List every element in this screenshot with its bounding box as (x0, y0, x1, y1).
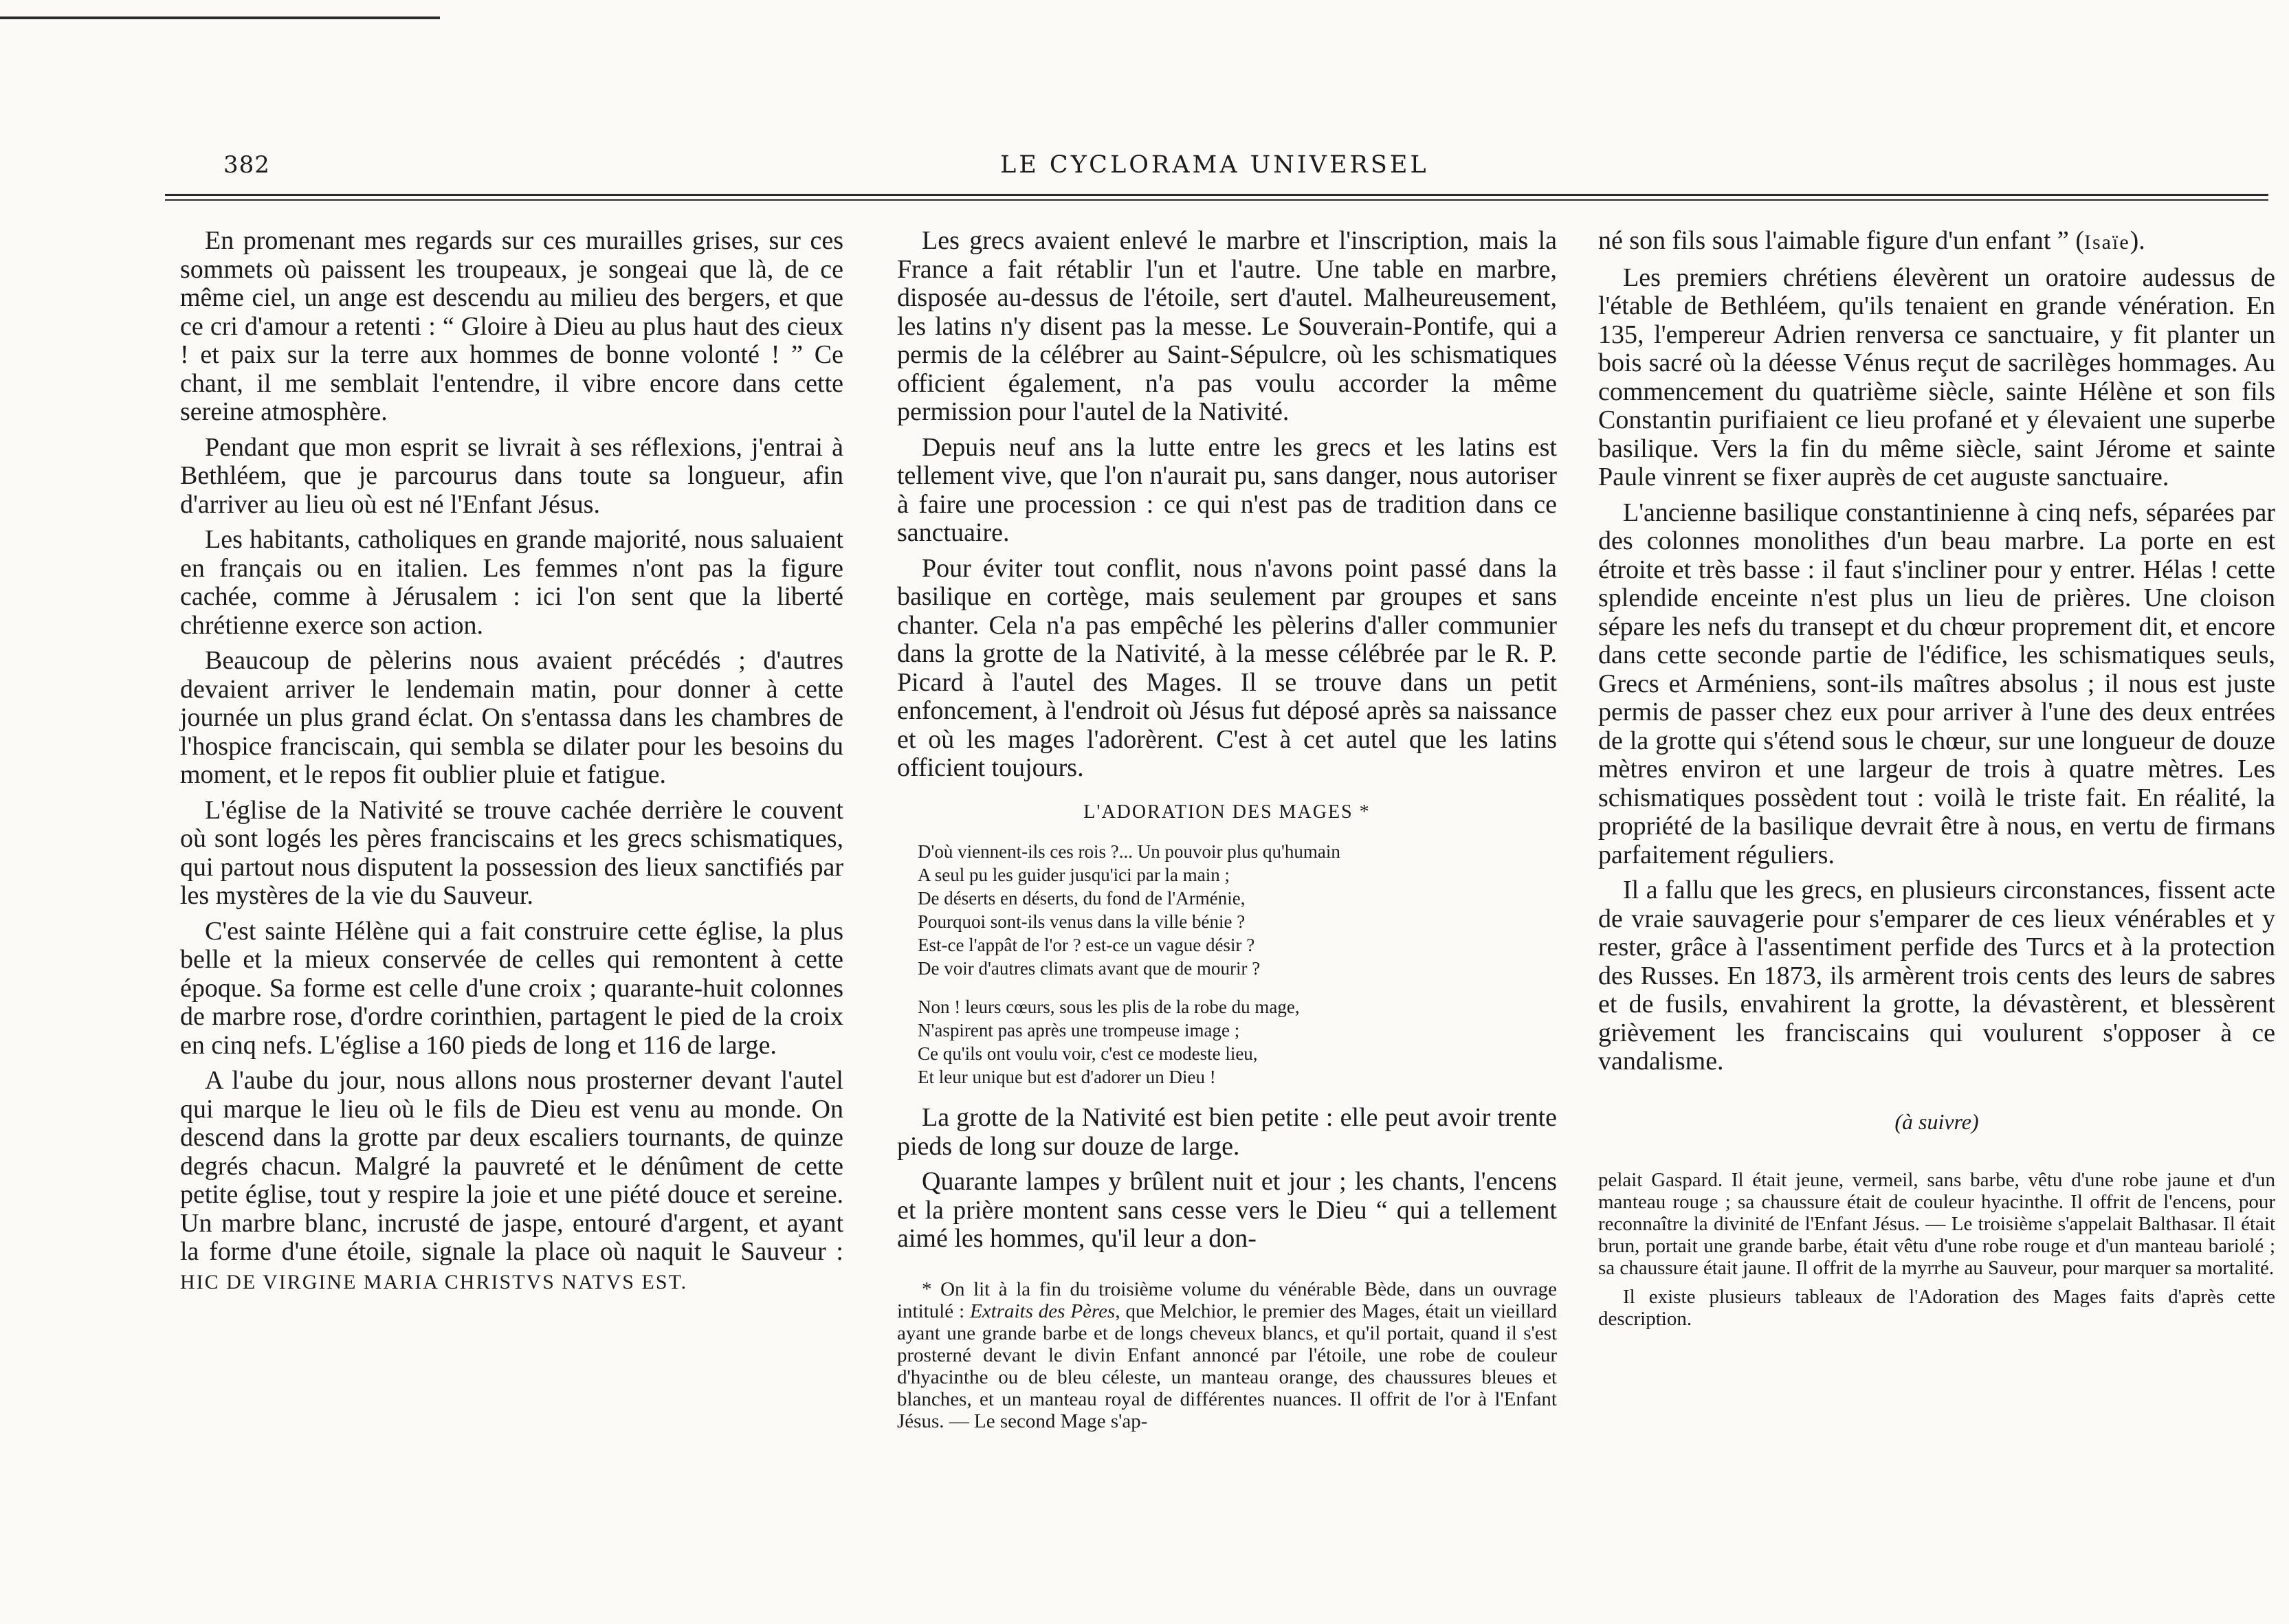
paragraph-text: A l'aube du jour, nous allons nous prosterner devant l'autel qui marque le lieu où le fils de Dieu est venu au monde. On descend dans la grotte par deux escaliers tournants, de quinze degrés chacun. Malgré la pauvreté et le dénûment de cette petite église, tout y respire la joie et une piété douce et sereine. Un marbre blanc, incrusté de jaspe, entouré d'argent, et ayant la forme d'une étoile, signale la place où naquit le Sauveur : (180, 1066, 843, 1266)
poem-title: L'ADORATION DES MAGES * (1083, 801, 1371, 823)
poem-line: Est-ce l'appât de l'or ? est-ce un vague désir ? (918, 935, 1255, 955)
poem-line: D'où viennent-ils ces rois ?... Un pouvoir plus qu'humain (918, 841, 1340, 862)
top-rule (0, 16, 440, 19)
paragraph: Beaucoup de pèlerins nous avaient précédés ; d'autres devaient arriver le lendemain matin, pour donner à cette journée un plus grand éclat. On s'entassa dans les chambres de l'hospice franciscain, qui sembla se dilater pour les besoins du moment, et le repos fit oublier pluie et fatigue. (180, 646, 843, 789)
poem-line: Non ! leurs cœurs, sous les plis de la robe du mage, (918, 997, 1300, 1017)
header-rule-thin (165, 199, 2268, 201)
column-right (1598, 227, 2275, 1337)
paragraph (1598, 227, 2275, 257)
paragraph: Les grecs avaient enlevé le marbre et l'inscription, mais la France a fait rétablir l'un et l'autre. Une table en marbre, disposée au-dessus de l'étoile, sert d'autel. Malheureusement, les latins n'y disent pas la messe. Le Souverain-Pontife, qui a permis de la célébrer au Saint-Sépulcre, où les schismatiques officient également, n'a pas voulu accorder la même permission pour l'autel de la Nativité. (897, 226, 1557, 426)
running-title: LE CYCLORAMA UNIVERSEL (1000, 151, 1429, 179)
poem-line: Ce qu'ils ont voulu voir, c'est ce modeste lieu, (918, 1043, 1258, 1064)
paragraph: Quarante lampes y brûlent nuit et jour ; les chants, l'encens et la prière montent sans cesse vers le Dieu “ qui a tellement aimé les hommes, qu'il leur a don- (897, 1167, 1557, 1253)
inscription: HIC DE VIRGINE MARIA CHRISTVS NATVS EST. (180, 1270, 688, 1293)
poem (918, 840, 1557, 1089)
paragraph: Pour éviter tout conflit, nous n'avons point passé dans la basilique en cortège, mais seulement par groupes et sans chanter. Cela n'a pas empêché les pèlerins d'aller communier dans la grotte de la Nativité, à la messe célébrée par le R. P. Picard à l'autel des Mages. Il se trouve dans un petit enfoncement, à l'endroit où Jésus fut déposé après sa naissance et où les mages l'adorèrent. C'est à cet autel que les latins officient toujours. (897, 553, 1557, 782)
paragraph: L'église de la Nativité se trouve cachée derrière le couvent où sont logés les pères franciscains et les grecs schismatiques, qui partout nous disputent la possession des lieux sanctifiés par les mystères de la vie du Sauveur. (180, 795, 843, 910)
column-left (180, 227, 843, 1303)
paragraph: Il a fallu que les grecs, en plusieurs circonstances, fissent acte de vraie sauvagerie pour s'emparer de ces lieux vénérables et y rester, grâce à l'assentiment perfide des Turcs et à la protection des Russes. En 1873, ils armèrent trois cents des leurs de sabres et de fusils, envahirent la grotte, la dévastèrent, et blessèrent grièvement les franciscains qui voulurent s'opposer à ce vandalisme. (1598, 876, 2275, 1076)
poem-line: Et leur unique but est d'adorer un Dieu ! (918, 1067, 1216, 1087)
poem-stanza (918, 840, 1557, 980)
paragraph: Les habitants, catholiques en grande majorité, nous saluaient en français ou en italien. Les femmes n'ont pas la figure cachée, comme à Jérusalem : ici l'on sent que la liberté chrétienne exerce son action. (180, 525, 843, 640)
footnote-last: Il existe plusieurs tableaux de l'Adoration des Mages faits d'après cette description. (1598, 1286, 2275, 1330)
footnote-text: , que Melchior, le premier des Mages, était un vieillard ayant une grande barbe et de longs cheveux blancs, et qu'il portait, quand il s'est prosterné devant le divin Enfant annoncé par l'étoile, une robe de couleur d'hyacinthe ou de bleu céleste, un manteau orange, des chaussures bleues et blanches, et un manteau royal de différentes nuances. Il offrit de l'or à l'Enfant Jésus. — Le second Mage s'ap- (897, 1300, 1557, 1432)
to-be-continued: (à suivre) (1894, 1109, 1979, 1134)
column-middle (897, 227, 1557, 1439)
page-number: 382 (223, 151, 270, 179)
paragraph: En promenant mes regards sur ces murailles grises, sur ces sommets où paissent les troupeaux, je songeai que là, de ce même ciel, un ange est descendu au milieu des bergers, et que ce cri d'amour a retenti : “ Gloire à Dieu au plus haut des cieux ! et paix sur la terre aux hommes de bonne volonté ! ” Ce chant, il me semblait l'entendre, il vibre encore dans cette sereine atmosphère. (180, 226, 843, 426)
paragraph: Les premiers chrétiens élevèrent un oratoire audessus de l'étable de Bethléem, qu'ils tenaient en grande vénération. En 135, l'empereur Adrien renversa ce sanctuaire, y fit planter un bois sacré où la déesse Vénus reçut de sacrilèges hommages. Au commencement du quatrième siècle, sainte Hélène et son fils Constantin purifiaient ce lieu profané et y élevaient une superbe basilique. Vers la fin du même siècle, saint Jérome et sainte Paule vinrent se fixer auprès de cet auguste sanctuaire. (1598, 263, 2275, 491)
poem-stanza (918, 995, 1557, 1089)
footnote-book-title: Extraits des Pères (970, 1300, 1116, 1322)
paragraph: C'est sainte Hélène qui a fait construire cette église, la plus belle et la mieux conservée de celles qui remontent à cette époque. Sa forme est celle d'une croix ; quarante-huit colonnes de marbre rose, d'ordre corinthien, partagent le pied de la croix en cinq nefs. L'église a 160 pieds de long et 116 de large. (180, 916, 843, 1060)
header-rule-thick (165, 194, 2268, 196)
paragraph (180, 1067, 843, 1296)
author-name: Isaïe (2084, 231, 2130, 254)
paragraph-text: ). (2130, 226, 2145, 255)
footnote-text: * On lit à la fin du troisième volume du vénérable Bède, dans un ouvrage intitulé : (897, 1278, 1557, 1322)
poem-line: A seul pu les guider jusqu'ici par la main ; (918, 865, 1230, 885)
poem-line: De voir d'autres climats avant que de mourir ? (918, 958, 1261, 979)
paragraph: Pendant que mon esprit se livrait à ses réflexions, j'entrai à Bethléem, que je parcourus dans toute sa longueur, afin d'arriver au lieu où est né l'Enfant Jésus. (180, 432, 843, 519)
paragraph: La grotte de la Nativité est bien petite : elle peut avoir trente pieds de long sur douze de large. (897, 1103, 1557, 1161)
poem-line: N'aspirent pas après une trompeuse image ; (918, 1020, 1240, 1041)
paragraph: Depuis neuf ans la lutte entre les grecs et les latins est tellement vive, que l'on n'aurait pu, sans danger, nous autoriser à faire une procession : ce qui n'est pas de tradition dans ce sanctuaire. (897, 432, 1557, 547)
footnote-continued: pelait Gaspard. Il était jeune, vermeil, sans barbe, vêtu d'une robe jaune et d'un manteau rouge ; sa chaussure était de couleur hyacinthe. Il offrit de l'encens, pour reconnaître la divinité de l'Enfant Jésus. — Le troisième s'appelait Balthasar. Il était brun, portait une grande barbe, était vêtu d'une robe rouge et d'un manteau bariolé ; sa chaussure était jaune. Il offrit de la myrrhe au Sauveur, pour marquer sa mortalité. (1598, 1169, 2275, 1279)
poem-line: Pourquoi sont-ils venus dans la ville bénie ? (918, 911, 1246, 932)
paragraph-text: né son fils sous l'aimable figure d'un enfant ” ( (1598, 226, 2085, 255)
footnote (897, 1278, 1557, 1432)
paragraph: L'ancienne basilique constantinienne à cinq nefs, séparées par des colonnes monolithes d'un beau marbre. La porte en est étroite et très basse : il faut s'incliner pour y entrer. Hélas ! cette splendide enceinte n'est plus un lieu de prières. Une cloison sépare les nefs du transept et du chœur proprement dit, et encore dans cette seconde partie de l'édifice, les schismatiques seuls, Grecs et Arméniens, sont-ils maîtres absolus ; il nous est juste permis de passer chez eux pour arriver à l'une des deux entrées de la grotte qui s'étend sous le chœur, sur une longueur de douze mètres environ et une largeur de trois à quatre mètres. Les schismatiques possèdent tout : voilà le triste fait. En réalité, la propriété de la basilique devrait être à nous, en vertu de firmans parfaitement réguliers. (1598, 498, 2275, 869)
footnote-gap (897, 1260, 1557, 1278)
poem-line: De déserts en déserts, du fond de l'Arménie, (918, 888, 1246, 909)
